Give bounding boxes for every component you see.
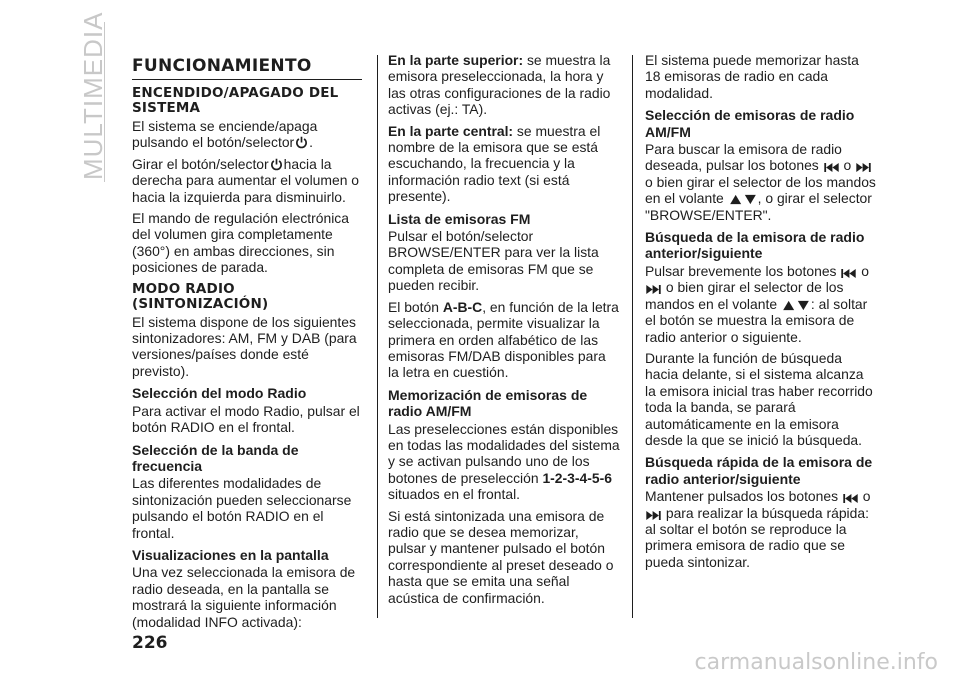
paragraph: Mantener pulsados los botones o para realizar la búsqueda rápida: al soltar el botón se reproduce la primera emisora de radio que se pueda sintonizar. <box>645 488 871 570</box>
previous-track-icon <box>841 269 856 278</box>
paragraph: El botón A-B-C, en función de la letra seleccionada, permite visualizar la primera en orden alfabético de las emisoras FM/DAB disponibles para la letra en cuestión. <box>388 298 619 381</box>
subheading: Selección de la banda de frecuencia <box>132 441 299 474</box>
section-heading-radio: MODO RADIO (SINTONIZACIÓN) <box>132 280 269 312</box>
paragraph: Para activar el modo Radio, pulsar el botón RADIO en el frontal. <box>132 402 360 436</box>
column-divider <box>377 55 378 618</box>
next-track-icon <box>856 163 871 172</box>
next-track-icon <box>646 285 661 294</box>
page-number: 226 <box>132 633 168 653</box>
paragraph: Pulsar el botón/selector BROWSE/ENTER para ver la lista completa de emisoras FM que se pueden recibir. <box>388 228 599 294</box>
previous-track-icon <box>843 494 858 503</box>
main-heading-rule <box>132 79 362 80</box>
section-heading-power: ENCENDIDO/APAGADO DEL SISTEMA <box>132 85 339 116</box>
column-divider <box>632 55 633 618</box>
column-2 <box>388 52 620 611</box>
paragraph: Para buscar la emisora de radio deseada, pulsar los botones o o bien girar el selector de los mandos en el volante , o girar el selector "BROWSE/ENTER". <box>645 141 876 223</box>
paragraph: El mando de regulación electrónica del volumen gira completamente (360°) en ambas direcciones, sin posiciones de parada. <box>132 210 349 276</box>
previous-track-icon <box>824 163 839 172</box>
subheading: Lista de emisoras FM <box>388 210 531 227</box>
paragraph: El sistema puede memorizar hasta 18 emisoras de radio en cada modalidad. <box>645 52 859 101</box>
up-down-arrows-icon <box>782 300 810 311</box>
paragraph: Pulsar brevemente los botones o o bien girar el selector de los mandos en el volante : al soltar el botón se muestra la emisora de radio anterior o siguiente. <box>645 262 869 345</box>
paragraph: El sistema se enciende/apaga pulsando el botón/selector . <box>132 118 318 151</box>
paragraph: Si está sintonizada una emisora de radio que se desea memorizar, pulsar y mantener pulsado el botón correspondiente al preset deseado o hasta que se emita una señal acústica de confirmación. <box>388 507 614 606</box>
next-track-icon <box>646 511 661 520</box>
main-heading: FUNCIONAMIENTO <box>132 56 312 76</box>
paragraph: Durante la función de búsqueda hacia delante, si el sistema alcanza la emisora inicial tras haber recorrido toda la banda, se parará automáticamente en la emisora desde la que se inició la búsqueda. <box>645 349 873 448</box>
column-1 <box>132 57 364 635</box>
power-knob-icon <box>295 136 308 149</box>
paragraph: Una vez seleccionada la emisora de radio deseada, en la pantalla se mostrará la siguiente información (modalidad INFO activada): <box>132 564 356 630</box>
power-knob-icon <box>270 158 283 171</box>
paragraph: Las diferentes modalidades de sintonización pueden seleccionarse pulsando el botón RADIO en el frontal. <box>132 475 352 541</box>
up-down-arrows-icon <box>729 194 757 205</box>
subheading: Búsqueda de la emisora de radio anterior/siguiente <box>645 229 865 262</box>
subheading: Selección del modo Radio <box>132 385 307 402</box>
subheading: Selección de emisoras de radio AM/FM <box>645 107 855 140</box>
paragraph: Las preselecciones están disponibles en todas las modalidades del sistema y se activan pulsando uno de los botones de preselección 1-2-3-4-5-6 situados en el frontal. <box>388 420 620 503</box>
paragraph: Girar el botón/selector hacia la derecha para aumentar el volumen o hacia la izquierda para disminuirlo. <box>132 155 360 205</box>
paragraph: En la parte superior: se muestra la emisora preseleccionada, la hora y las otras configuraciones de la radio activas (ej.: TA). <box>388 52 611 118</box>
subheading: Memorización de emisoras de radio AM/FM <box>388 386 588 420</box>
column-3 <box>645 52 877 575</box>
side-tab-label: MULTIMEDIA <box>78 11 108 180</box>
paragraph: En la parte central: se muestra el nombre de la emisora que se está escuchando, la frecuencia y la información radio text (si está presente). <box>388 122 601 205</box>
subheading: Búsqueda rápida de la emisora de radio anterior/siguiente <box>645 454 873 487</box>
watermark: carmanualsonline.info <box>694 650 938 675</box>
paragraph: El sistema dispone de los siguientes sintonizadores: AM, FM y DAB (para versiones/países donde esté previsto). <box>132 313 357 379</box>
subheading: Visualizaciones en la pantalla <box>132 546 329 563</box>
